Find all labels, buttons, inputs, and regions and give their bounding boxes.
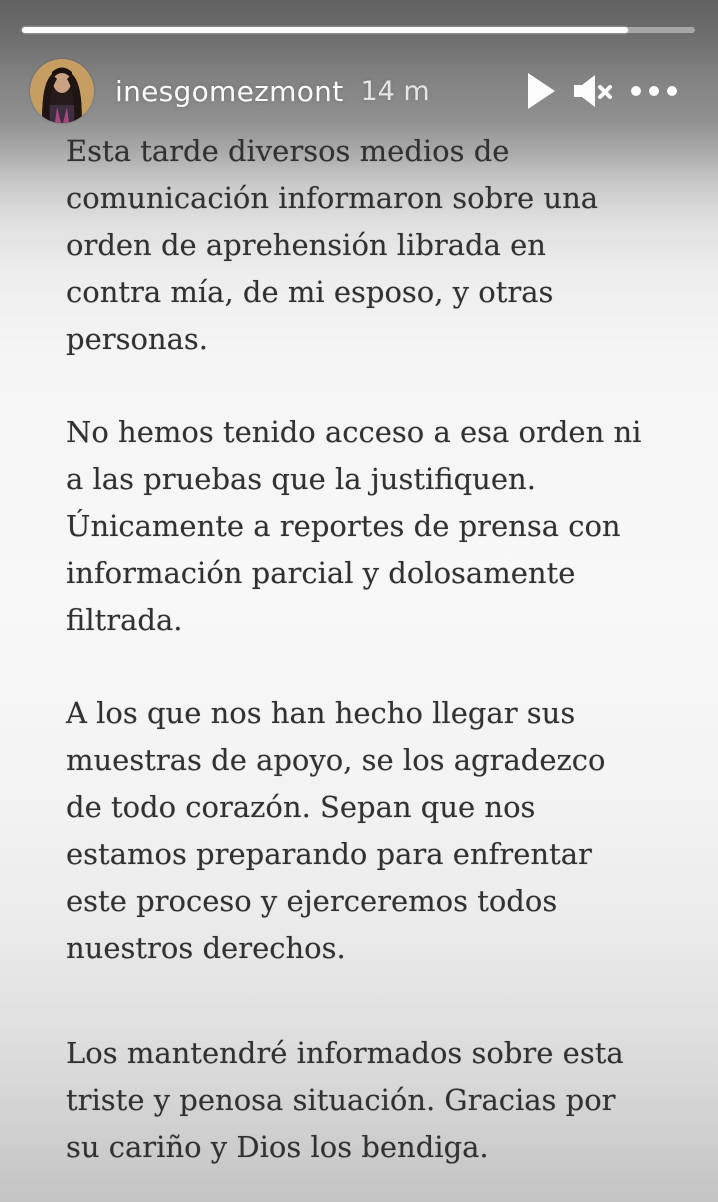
header-icons <box>526 72 678 110</box>
more-options-icon[interactable] <box>630 85 678 97</box>
play-icon[interactable] <box>526 72 556 110</box>
story-body-text <box>66 128 666 1202</box>
text-line: personas. <box>66 322 208 356</box>
username[interactable]: inesgomezmont <box>115 74 344 108</box>
muted-speaker-icon[interactable] <box>573 73 613 109</box>
text-line: filtrada. <box>66 603 183 637</box>
avatar-image <box>30 59 94 123</box>
story-progress-fill <box>22 27 628 33</box>
text-line: orden de aprehensión librada en <box>66 228 546 262</box>
story-progress-bar <box>22 27 695 33</box>
text-line: contra mía, de mi esposo, y otras <box>66 275 554 309</box>
text-line: a las pruebas que la justifiquen. <box>66 462 536 496</box>
text-line: su cariño y Dios los bendiga. <box>66 1130 489 1164</box>
story-timestamp: 14 m <box>360 75 430 107</box>
paragraph-2 <box>66 409 666 644</box>
text-line: de todo corazón. Sepan que nos <box>66 790 536 824</box>
text-line: muestras de apoyo, se los agradezco <box>66 743 606 777</box>
paragraph-1 <box>66 128 666 363</box>
text-line: No hemos tenido acceso a esa orden ni <box>66 415 642 449</box>
text-line: estamos preparando para enfrentar <box>66 837 592 871</box>
text-line: comunicación informaron sobre una <box>66 181 599 215</box>
text-line: triste y penosa situación. Gracias por <box>66 1083 616 1117</box>
text-line: este proceso y ejerceremos todos <box>66 884 558 918</box>
avatar[interactable] <box>30 59 94 123</box>
paragraph-3 <box>66 690 666 972</box>
paragraph-4 <box>66 1030 666 1171</box>
text-line: A los que nos han hecho llegar sus <box>66 696 576 730</box>
story-header <box>30 57 678 125</box>
text-line: Los mantendré informados sobre esta <box>66 1036 624 1070</box>
text-line: información parcial y dolosamente <box>66 556 576 590</box>
text-line: nuestros derechos. <box>66 931 346 965</box>
text-line: Únicamente a reportes de prensa con <box>66 509 621 543</box>
text-line: Esta tarde diversos medios de <box>66 134 510 168</box>
